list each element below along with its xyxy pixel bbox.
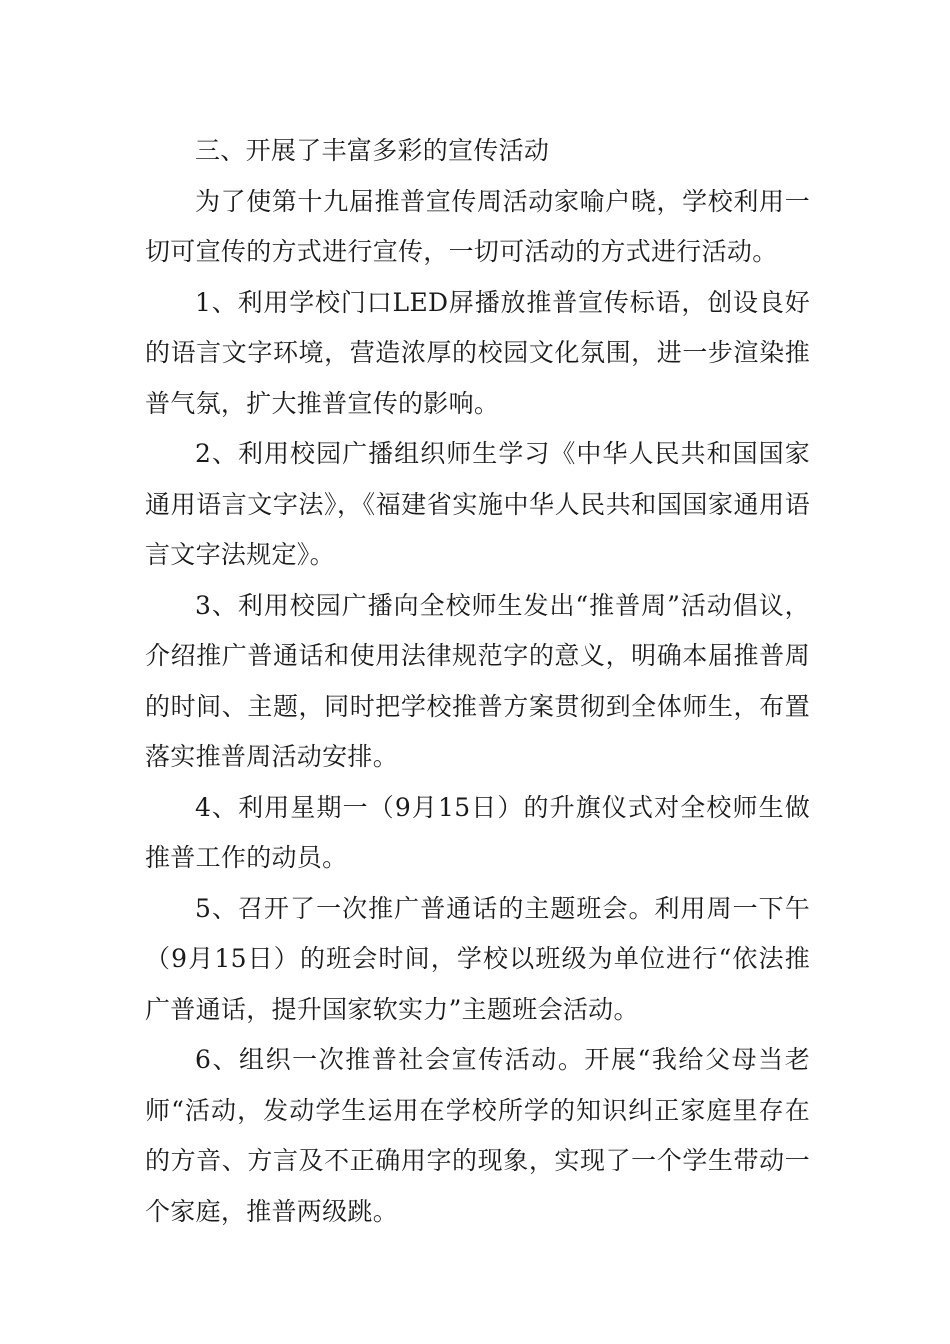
paragraph-item-3: 3、利用校园广播向全校师生发出“推普周”活动倡议，介绍推广普通话和使用法律规范字的意义，明确本届推普周的时间、主题，同时把学校推普方案贯彻到全体师生，布置落实推普周活动安排。: [145, 590, 810, 771]
paragraph-item-1: 1、利用学校门口LED屏播放推普宣传标语，创设良好的语言文字环境，营造浓厚的校园文化氛围，进一步渲染推普气氛，扩大推普宣传的影响。: [145, 287, 810, 418]
paragraph-item-5: 5、召开了一次推广普通话的主题班会。利用周一下午（9月15日）的班会时间，学校以班级为单位进行“依法推广普通话，提升国家软实力”主题班会活动。: [145, 893, 810, 1024]
paragraph-item-6: 6、组织一次推普社会宣传活动。开展“我给父母当老师“活动，发动学生运用在学校所学的知识纠正家庭里存在的方音、方言及不正确用字的现象，实现了一个学生带动一个家庭，推普两级跳。: [145, 1045, 810, 1226]
paragraph-intro: 为了使第十九届推普宣传周活动家喻户晓，学校利用一切可宣传的方式进行宣传，一切可活动的方式进行活动。: [145, 186, 810, 266]
document-body: [145, 126, 810, 1237]
paragraph-item-4: 4、利用星期一（9月15日）的升旗仪式对全校师生做推普工作的动员。: [145, 792, 810, 872]
section-heading: 三、开展了丰富多彩的宣传活动: [195, 136, 550, 165]
paragraph-item-2: 2、利用校园广播组织师生学习《中华人民共和国国家通用语言文字法》，《福建省实施中华人民共和国国家通用语言文字法规定》。: [145, 439, 810, 569]
